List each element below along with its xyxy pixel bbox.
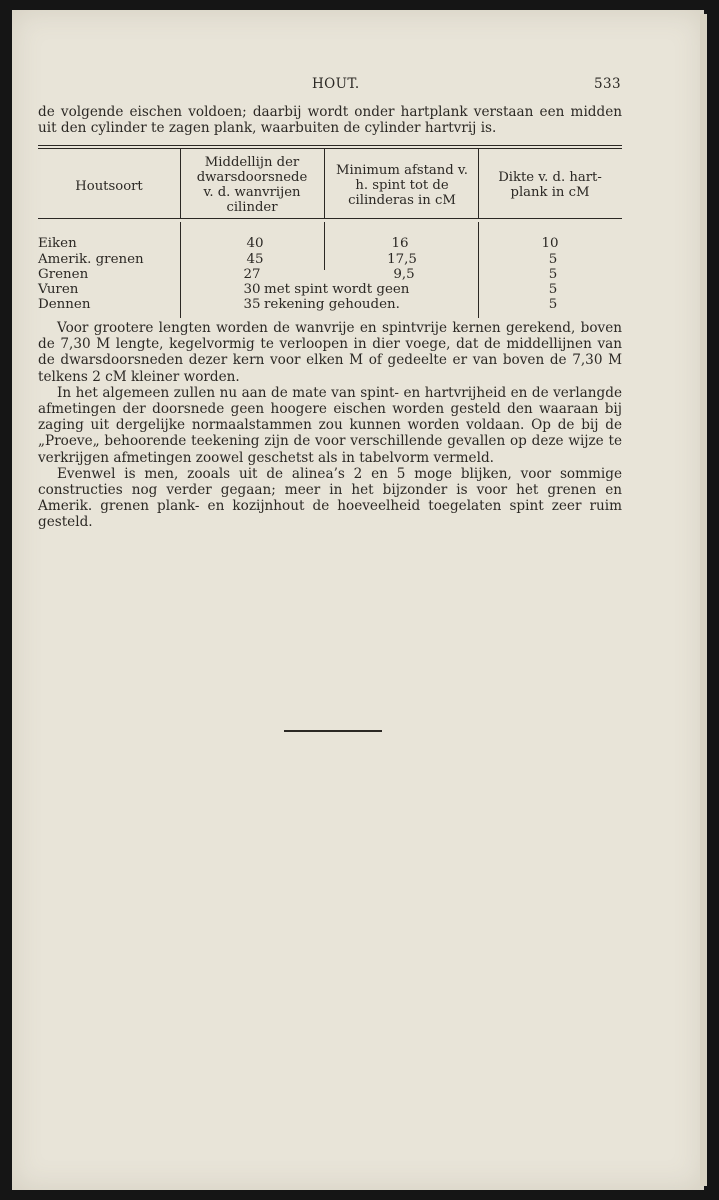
- row-1-houtsoort: Eiken: [38, 236, 77, 251]
- table-top-rule-2: [38, 148, 622, 149]
- header-minimum-afstand: Minimum afstand v. h. spint tot de cilinderas in cM: [335, 163, 468, 208]
- page-number: 533: [594, 76, 621, 92]
- row-3-houtsoort: Grenen: [38, 267, 89, 282]
- row-3-afstand: 9,5: [393, 267, 415, 282]
- paragraph-1: Voor grootere lengten worden de wanvrije en spintvrije kernen gerekend, boven de 7,30 M lengte, kegelvormig te verloopen in dier voege, dat de middellijnen van de dwarsdoorsneden dezer kern voor elken M of gedeelte er van boven de 7,30 M telkens 2 cM kleiner worden.: [38, 320, 622, 385]
- row-5-afstand: rekening gehouden.: [264, 297, 400, 312]
- row-4-afstand: met spint wordt geen: [264, 282, 410, 297]
- header-houtsoort: Houtsoort: [75, 179, 143, 194]
- column-divider-2-body: [324, 222, 325, 270]
- row-1-afstand: 16: [391, 236, 409, 251]
- intro-text: de volgende eischen voldoen; daarbij wordt onder hartplank verstaan een midden uit den cylinder te zagen plank, waarbuiten de cylinder hartvrij is.: [38, 104, 622, 137]
- body-text: [38, 320, 622, 531]
- paragraph-3: Evenwel is men, zooals uit de alinea’s 2 en 5 moge blijken, voor sommige constructies nog verder gegaan; meer in het bijzonder is voor het grenen en Amerik. grenen plank- en kozijnhout de hoeveelheid toegelaten spint zeer ruim gesteld.: [38, 465, 622, 531]
- column-divider-2: [324, 149, 325, 218]
- row-5-houtsoort: Dennen: [38, 297, 91, 312]
- header-middellijn: Middellijn der dwarsdoorsnede v. d. wanvrijen cilinder: [196, 155, 308, 215]
- row-2-dikte: 5: [548, 252, 558, 267]
- column-divider-3: [478, 149, 479, 218]
- row-2-middellijn: 45: [246, 252, 264, 267]
- page-edge: [700, 14, 707, 1186]
- row-4-middellijn: 30: [243, 282, 261, 297]
- row-4-houtsoort: Vuren: [38, 282, 79, 297]
- row-5-middellijn: 35: [243, 297, 261, 312]
- running-header-title: HOUT.: [312, 76, 360, 92]
- header-dikte: Dikte v. d. hart-plank in cM: [498, 170, 602, 200]
- paragraph-2: In het algemeen zullen nu aan de mate van spint- en hartvrijheid en de verlangde afmetingen der doorsnede geen hoogere eischen worden gesteld den waaraan bij zaging uit dergelijke normaalstammen zou kunnen worden voldaan. Op de bij de „Proeve„ behoorende teekening zijn de voor verschillende gevallen op deze wijze te verkrijgen afmetingen zoowel geschetst als in tabelvorm vermeld.: [38, 384, 622, 466]
- table-header-bottom-rule: [38, 218, 622, 219]
- table-top-rule: [38, 145, 622, 146]
- row-5-dikte: 5: [548, 297, 558, 312]
- row-3-dikte: 5: [548, 267, 558, 282]
- row-4-dikte: 5: [548, 282, 558, 297]
- column-divider-1-body: [180, 222, 181, 318]
- row-1-middellijn: 40: [246, 236, 264, 251]
- intro-paragraph: [38, 104, 622, 136]
- column-divider-3-body: [478, 222, 479, 318]
- row-2-houtsoort: Amerik. grenen: [38, 252, 144, 267]
- column-divider-1: [180, 149, 181, 218]
- section-end-rule: [284, 730, 382, 732]
- row-3-middellijn: 27: [243, 267, 261, 282]
- row-2-afstand: 17,5: [387, 252, 417, 267]
- row-1-dikte: 10: [541, 236, 559, 251]
